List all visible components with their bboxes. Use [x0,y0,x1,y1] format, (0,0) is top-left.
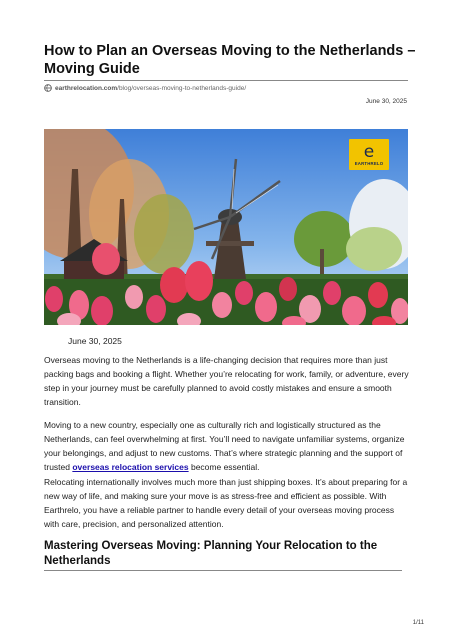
earthrelo-logo [349,139,389,170]
article-date: June 30, 2025 [68,336,122,346]
source-path: /blog/overseas-moving-to-netherlands-guide/ [117,84,247,92]
logo-wordmark: EARTHRELO [354,160,384,166]
paragraph-moving [44,418,410,474]
paragraph-intro: Overseas moving to the Netherlands is a life-changing decision that requires more than just packing bags and booking a flight. Whether you’re relocating for work, family, or adventure, every step in your journey must be carefully planned to avoid costly mistakes and ensure a smooth transition. [44,355,409,407]
paragraph-moving-text: Moving to a new country, especially one as culturally rich and logistically structured as the Netherlands, can feel overwhelming at first. You’ll need to navigate unfamiliar systems, organize your belongings, and adjust to new customs. That’s where strategic planning and the support of trusted [44,420,405,472]
paragraph-moving-tail: become essential. [188,462,260,472]
page-number: 1/11 [412,620,424,626]
logo-e-glyph: e [363,141,375,162]
globe-icon [44,84,52,92]
section-heading: Mastering Overseas Moving: Planning Your Relocation to the Netherlands [44,540,378,567]
page-title: How to Plan an Overseas Moving to the Netherlands – Moving Guide [44,43,416,77]
title-divider [44,80,408,81]
source-domain: earthrelocation.com [55,84,118,92]
source-link[interactable] [44,82,246,94]
header-date: June 30, 2025 [365,98,407,105]
overseas-relocation-services-link[interactable]: overseas relocation services [72,462,189,472]
section-divider [44,570,402,571]
paragraph-relocating: Relocating internationally involves much more than just shipping boxes. It’s about preparing for a new way of life, and making sure your move is as stress-free and efficient as possible. With Earthrelo, you have a reliable partner to handle every detail of your overseas moving process with care, precision, and personalized attention. [44,477,408,529]
